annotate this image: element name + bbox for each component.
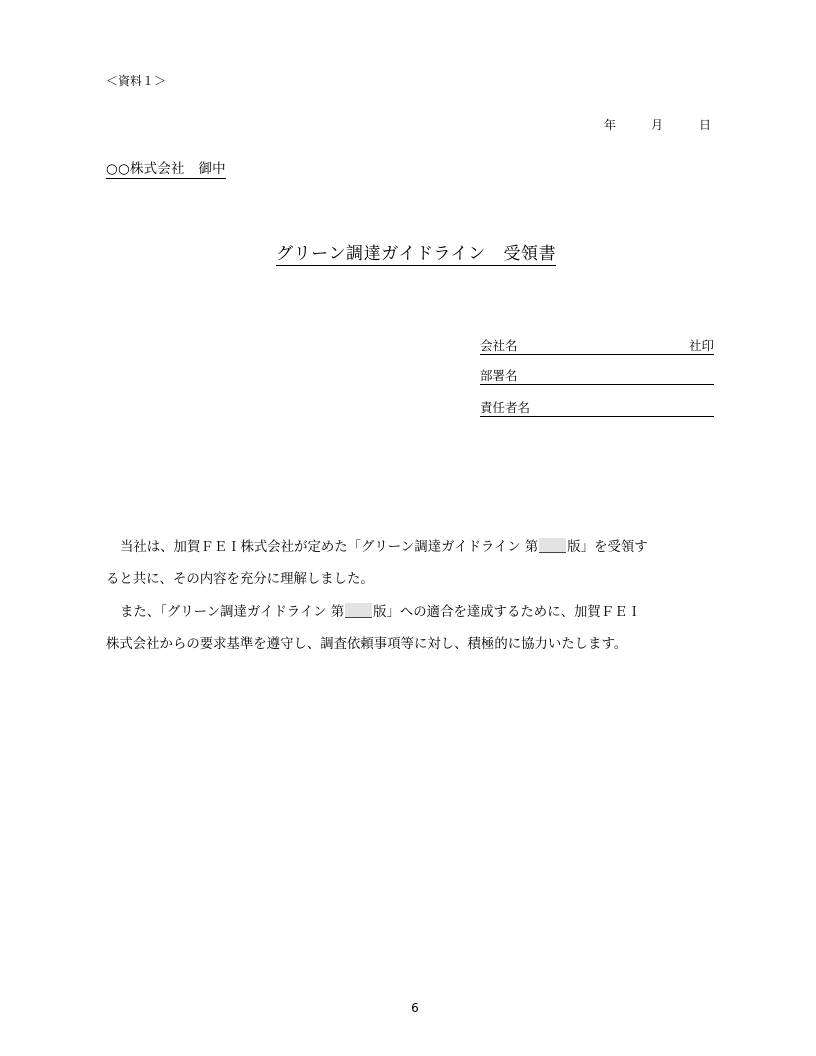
page-number: 6 bbox=[411, 1001, 419, 1015]
paragraph-2-text-b: 版」への適合を達成するために、加賀ＦＥＩ bbox=[373, 605, 641, 620]
edition-number-field[interactable] bbox=[539, 538, 566, 553]
document-title: グリーン調達ガイドライン 受領書 bbox=[276, 244, 557, 264]
date-line bbox=[604, 117, 711, 133]
responsible-person-field bbox=[480, 400, 714, 417]
paragraph-2-line-2: 株式会社からの要求基準を遵守し、調査依頼事項等に対し、積極的に協力いたします。 bbox=[106, 637, 628, 652]
paragraph-1-text-b: 版」を受領す bbox=[567, 540, 648, 555]
paragraph-1-text-a: 当社は、加賀ＦＥＩ株式会社が定めた「グリーン調達ガイドライン 第 bbox=[120, 540, 539, 555]
paragraph-2-line-1 bbox=[106, 597, 718, 629]
paragraph-2-text-a: また、「グリーン調達ガイドライン 第 bbox=[120, 605, 345, 620]
date-month-label: 月 bbox=[651, 118, 664, 132]
department-label: 部署名 bbox=[480, 368, 518, 383]
company-name-field bbox=[480, 338, 714, 355]
company-name-label: 会社名 bbox=[480, 338, 518, 353]
material-label: ＜資料１＞ bbox=[106, 74, 167, 88]
body-paragraph-2 bbox=[106, 597, 718, 661]
edition-number-field-2[interactable] bbox=[345, 603, 372, 618]
body-paragraph-1 bbox=[106, 532, 718, 596]
responsible-person-label: 責任者名 bbox=[480, 400, 531, 415]
company-seal-label: 社印 bbox=[688, 338, 714, 353]
addressee: ○○株式会社 御中 bbox=[106, 161, 226, 177]
paragraph-1-line-1 bbox=[106, 532, 718, 564]
paragraph-1-line-2: ると共に、その内容を充分に理解しました。 bbox=[106, 572, 374, 587]
date-year-label: 年 bbox=[604, 118, 617, 132]
department-field bbox=[480, 368, 714, 385]
date-day-label: 日 bbox=[699, 118, 712, 132]
